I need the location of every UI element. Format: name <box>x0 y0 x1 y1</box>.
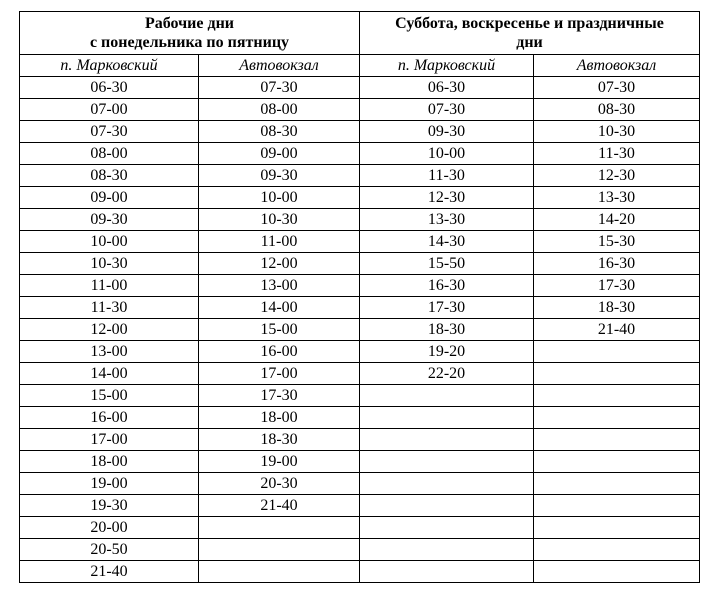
weekend-departure-bus-station-cell <box>534 407 700 429</box>
weekdays-departure-markovsky-cell: 19-00 <box>20 473 199 495</box>
weekend-departure-bus-station-cell <box>534 363 700 385</box>
weekend-departure-bus-station-cell <box>534 495 700 517</box>
weekdays-departure-bus-station-cell: 18-30 <box>199 429 360 451</box>
weekdays-departure-bus-station-cell <box>199 539 360 561</box>
weekdays-departure-bus-station-cell <box>199 517 360 539</box>
weekdays-departure-bus-station-cell: 15-00 <box>199 319 360 341</box>
weekend-departure-markovsky-cell <box>360 495 534 517</box>
weekdays-departure-markovsky-cell: 10-00 <box>20 231 199 253</box>
weekdays-departure-markovsky-cell: 08-00 <box>20 143 199 165</box>
weekend-departure-markovsky-cell: 11-30 <box>360 165 534 187</box>
weekdays-departure-markovsky-cell: 16-00 <box>20 407 199 429</box>
table-row <box>20 429 700 451</box>
weekdays-departure-markovsky-cell: 10-30 <box>20 253 199 275</box>
table-row <box>20 297 700 319</box>
weekdays-departure-markovsky-cell: 11-30 <box>20 297 199 319</box>
weekdays-departure-markovsky-cell: 09-00 <box>20 187 199 209</box>
weekend-departure-bus-station-cell <box>534 473 700 495</box>
weekdays-departure-markovsky-cell: 06-30 <box>20 77 199 99</box>
weekdays-departure-markovsky-cell: 21-40 <box>20 561 199 583</box>
table-row <box>20 385 700 407</box>
weekdays-departure-bus-station-cell: 08-00 <box>199 99 360 121</box>
table-row <box>20 275 700 297</box>
weekend-departure-bus-station-cell <box>534 341 700 363</box>
table-row <box>20 451 700 473</box>
weekend-departure-markovsky-cell: 16-30 <box>360 275 534 297</box>
weekdays-departure-markovsky-cell: 07-30 <box>20 121 199 143</box>
weekdays-departure-markovsky-cell: 19-30 <box>20 495 199 517</box>
weekdays-departure-markovsky-cell: 11-00 <box>20 275 199 297</box>
column-header-row <box>20 55 700 77</box>
weekend-departure-markovsky-cell: 07-30 <box>360 99 534 121</box>
table-row <box>20 363 700 385</box>
weekdays-departure-markovsky-cell: 17-00 <box>20 429 199 451</box>
table-row <box>20 77 700 99</box>
table-row <box>20 407 700 429</box>
weekend-departure-bus-station-cell: 07-30 <box>534 77 700 99</box>
table-row <box>20 473 700 495</box>
table-row <box>20 319 700 341</box>
weekdays-departure-bus-station-cell: 07-30 <box>199 77 360 99</box>
table-row <box>20 121 700 143</box>
table-row <box>20 539 700 561</box>
weekdays-from-header: п. Марковский <box>20 55 199 77</box>
table-row <box>20 561 700 583</box>
weekdays-departure-markovsky-cell: 20-00 <box>20 517 199 539</box>
weekend-departure-markovsky-cell <box>360 473 534 495</box>
weekdays-departure-bus-station-cell: 10-00 <box>199 187 360 209</box>
table-row <box>20 143 700 165</box>
weekdays-departure-markovsky-cell: 15-00 <box>20 385 199 407</box>
weekdays-departure-bus-station-cell: 19-00 <box>199 451 360 473</box>
weekend-departure-bus-station-cell: 17-30 <box>534 275 700 297</box>
weekend-departure-markovsky-cell: 18-30 <box>360 319 534 341</box>
weekdays-departure-bus-station-cell: 14-00 <box>199 297 360 319</box>
weekend-departure-bus-station-cell <box>534 517 700 539</box>
weekdays-departure-markovsky-cell: 12-00 <box>20 319 199 341</box>
table-row <box>20 517 700 539</box>
weekend-departure-markovsky-cell: 10-00 <box>360 143 534 165</box>
weekend-departure-bus-station-cell: 10-30 <box>534 121 700 143</box>
weekdays-to-header: Автовокзал <box>199 55 360 77</box>
weekdays-departure-markovsky-cell: 08-30 <box>20 165 199 187</box>
group-header-row <box>20 12 700 55</box>
weekdays-header-line1: Рабочие дни <box>144 15 235 32</box>
weekend-departure-bus-station-cell <box>534 451 700 473</box>
weekdays-departure-markovsky-cell: 14-00 <box>20 363 199 385</box>
weekend-departure-markovsky-cell: 13-30 <box>360 209 534 231</box>
weekend-departure-bus-station-cell: 15-30 <box>534 231 700 253</box>
weekend-departure-bus-station-cell: 12-30 <box>534 165 700 187</box>
weekdays-departure-bus-station-cell: 17-00 <box>199 363 360 385</box>
weekdays-departure-bus-station-cell: 08-30 <box>199 121 360 143</box>
table-row <box>20 341 700 363</box>
weekend-departure-markovsky-cell: 06-30 <box>360 77 534 99</box>
weekdays-departure-bus-station-cell: 18-00 <box>199 407 360 429</box>
weekend-departure-markovsky-cell <box>360 517 534 539</box>
table-row <box>20 165 700 187</box>
weekdays-departure-markovsky-cell: 20-50 <box>20 539 199 561</box>
weekdays-departure-bus-station-cell: 20-30 <box>199 473 360 495</box>
weekend-departure-markovsky-cell <box>360 561 534 583</box>
weekend-departure-markovsky-cell: 12-30 <box>360 187 534 209</box>
weekend-departure-markovsky-cell: 15-50 <box>360 253 534 275</box>
weekend-departure-bus-station-cell: 18-30 <box>534 297 700 319</box>
weekdays-departure-bus-station-cell: 11-00 <box>199 231 360 253</box>
weekdays-departure-bus-station-cell: 09-00 <box>199 143 360 165</box>
weekdays-header-line2: с понедельника по пятницу <box>89 34 290 51</box>
weekend-to-header: Автовокзал <box>534 55 700 77</box>
table-row <box>20 187 700 209</box>
weekdays-departure-markovsky-cell: 13-00 <box>20 341 199 363</box>
weekdays-departure-bus-station-cell: 21-40 <box>199 495 360 517</box>
weekend-header-line2: дни <box>516 34 543 51</box>
table-row <box>20 99 700 121</box>
weekend-departure-markovsky-cell <box>360 407 534 429</box>
weekdays-departure-bus-station-cell: 16-00 <box>199 341 360 363</box>
bus-schedule-table <box>19 11 700 583</box>
weekend-departure-bus-station-cell <box>534 385 700 407</box>
weekend-departure-bus-station-cell: 14-20 <box>534 209 700 231</box>
table-row <box>20 231 700 253</box>
weekdays-departure-bus-station-cell: 10-30 <box>199 209 360 231</box>
weekdays-departure-bus-station-cell: 09-30 <box>199 165 360 187</box>
weekend-departure-bus-station-cell: 13-30 <box>534 187 700 209</box>
weekend-header <box>360 12 700 55</box>
table-row <box>20 253 700 275</box>
weekend-departure-bus-station-cell: 08-30 <box>534 99 700 121</box>
schedule-body <box>20 77 700 583</box>
weekend-departure-bus-station-cell <box>534 539 700 561</box>
weekend-departure-markovsky-cell <box>360 429 534 451</box>
weekend-departure-bus-station-cell: 21-40 <box>534 319 700 341</box>
weekdays-departure-markovsky-cell: 09-30 <box>20 209 199 231</box>
weekend-departure-markovsky-cell: 19-20 <box>360 341 534 363</box>
weekdays-departure-bus-station-cell <box>199 561 360 583</box>
weekdays-header <box>20 12 360 55</box>
weekend-departure-bus-station-cell <box>534 561 700 583</box>
weekend-departure-markovsky-cell <box>360 451 534 473</box>
weekend-departure-bus-station-cell: 16-30 <box>534 253 700 275</box>
weekend-departure-bus-station-cell: 11-30 <box>534 143 700 165</box>
weekdays-departure-bus-station-cell: 17-30 <box>199 385 360 407</box>
weekend-departure-markovsky-cell <box>360 385 534 407</box>
weekend-departure-markovsky-cell: 17-30 <box>360 297 534 319</box>
weekend-header-line1: Суббота, воскресенье и праздничные <box>395 15 664 32</box>
weekend-departure-markovsky-cell: 14-30 <box>360 231 534 253</box>
weekdays-departure-bus-station-cell: 13-00 <box>199 275 360 297</box>
weekdays-departure-markovsky-cell: 18-00 <box>20 451 199 473</box>
weekdays-departure-bus-station-cell: 12-00 <box>199 253 360 275</box>
table-row <box>20 209 700 231</box>
table-row <box>20 495 700 517</box>
weekend-from-header: п. Марковский <box>360 55 534 77</box>
weekend-departure-bus-station-cell <box>534 429 700 451</box>
weekend-departure-markovsky-cell: 09-30 <box>360 121 534 143</box>
weekdays-departure-markovsky-cell: 07-00 <box>20 99 199 121</box>
weekend-departure-markovsky-cell <box>360 539 534 561</box>
weekend-departure-markovsky-cell: 22-20 <box>360 363 534 385</box>
